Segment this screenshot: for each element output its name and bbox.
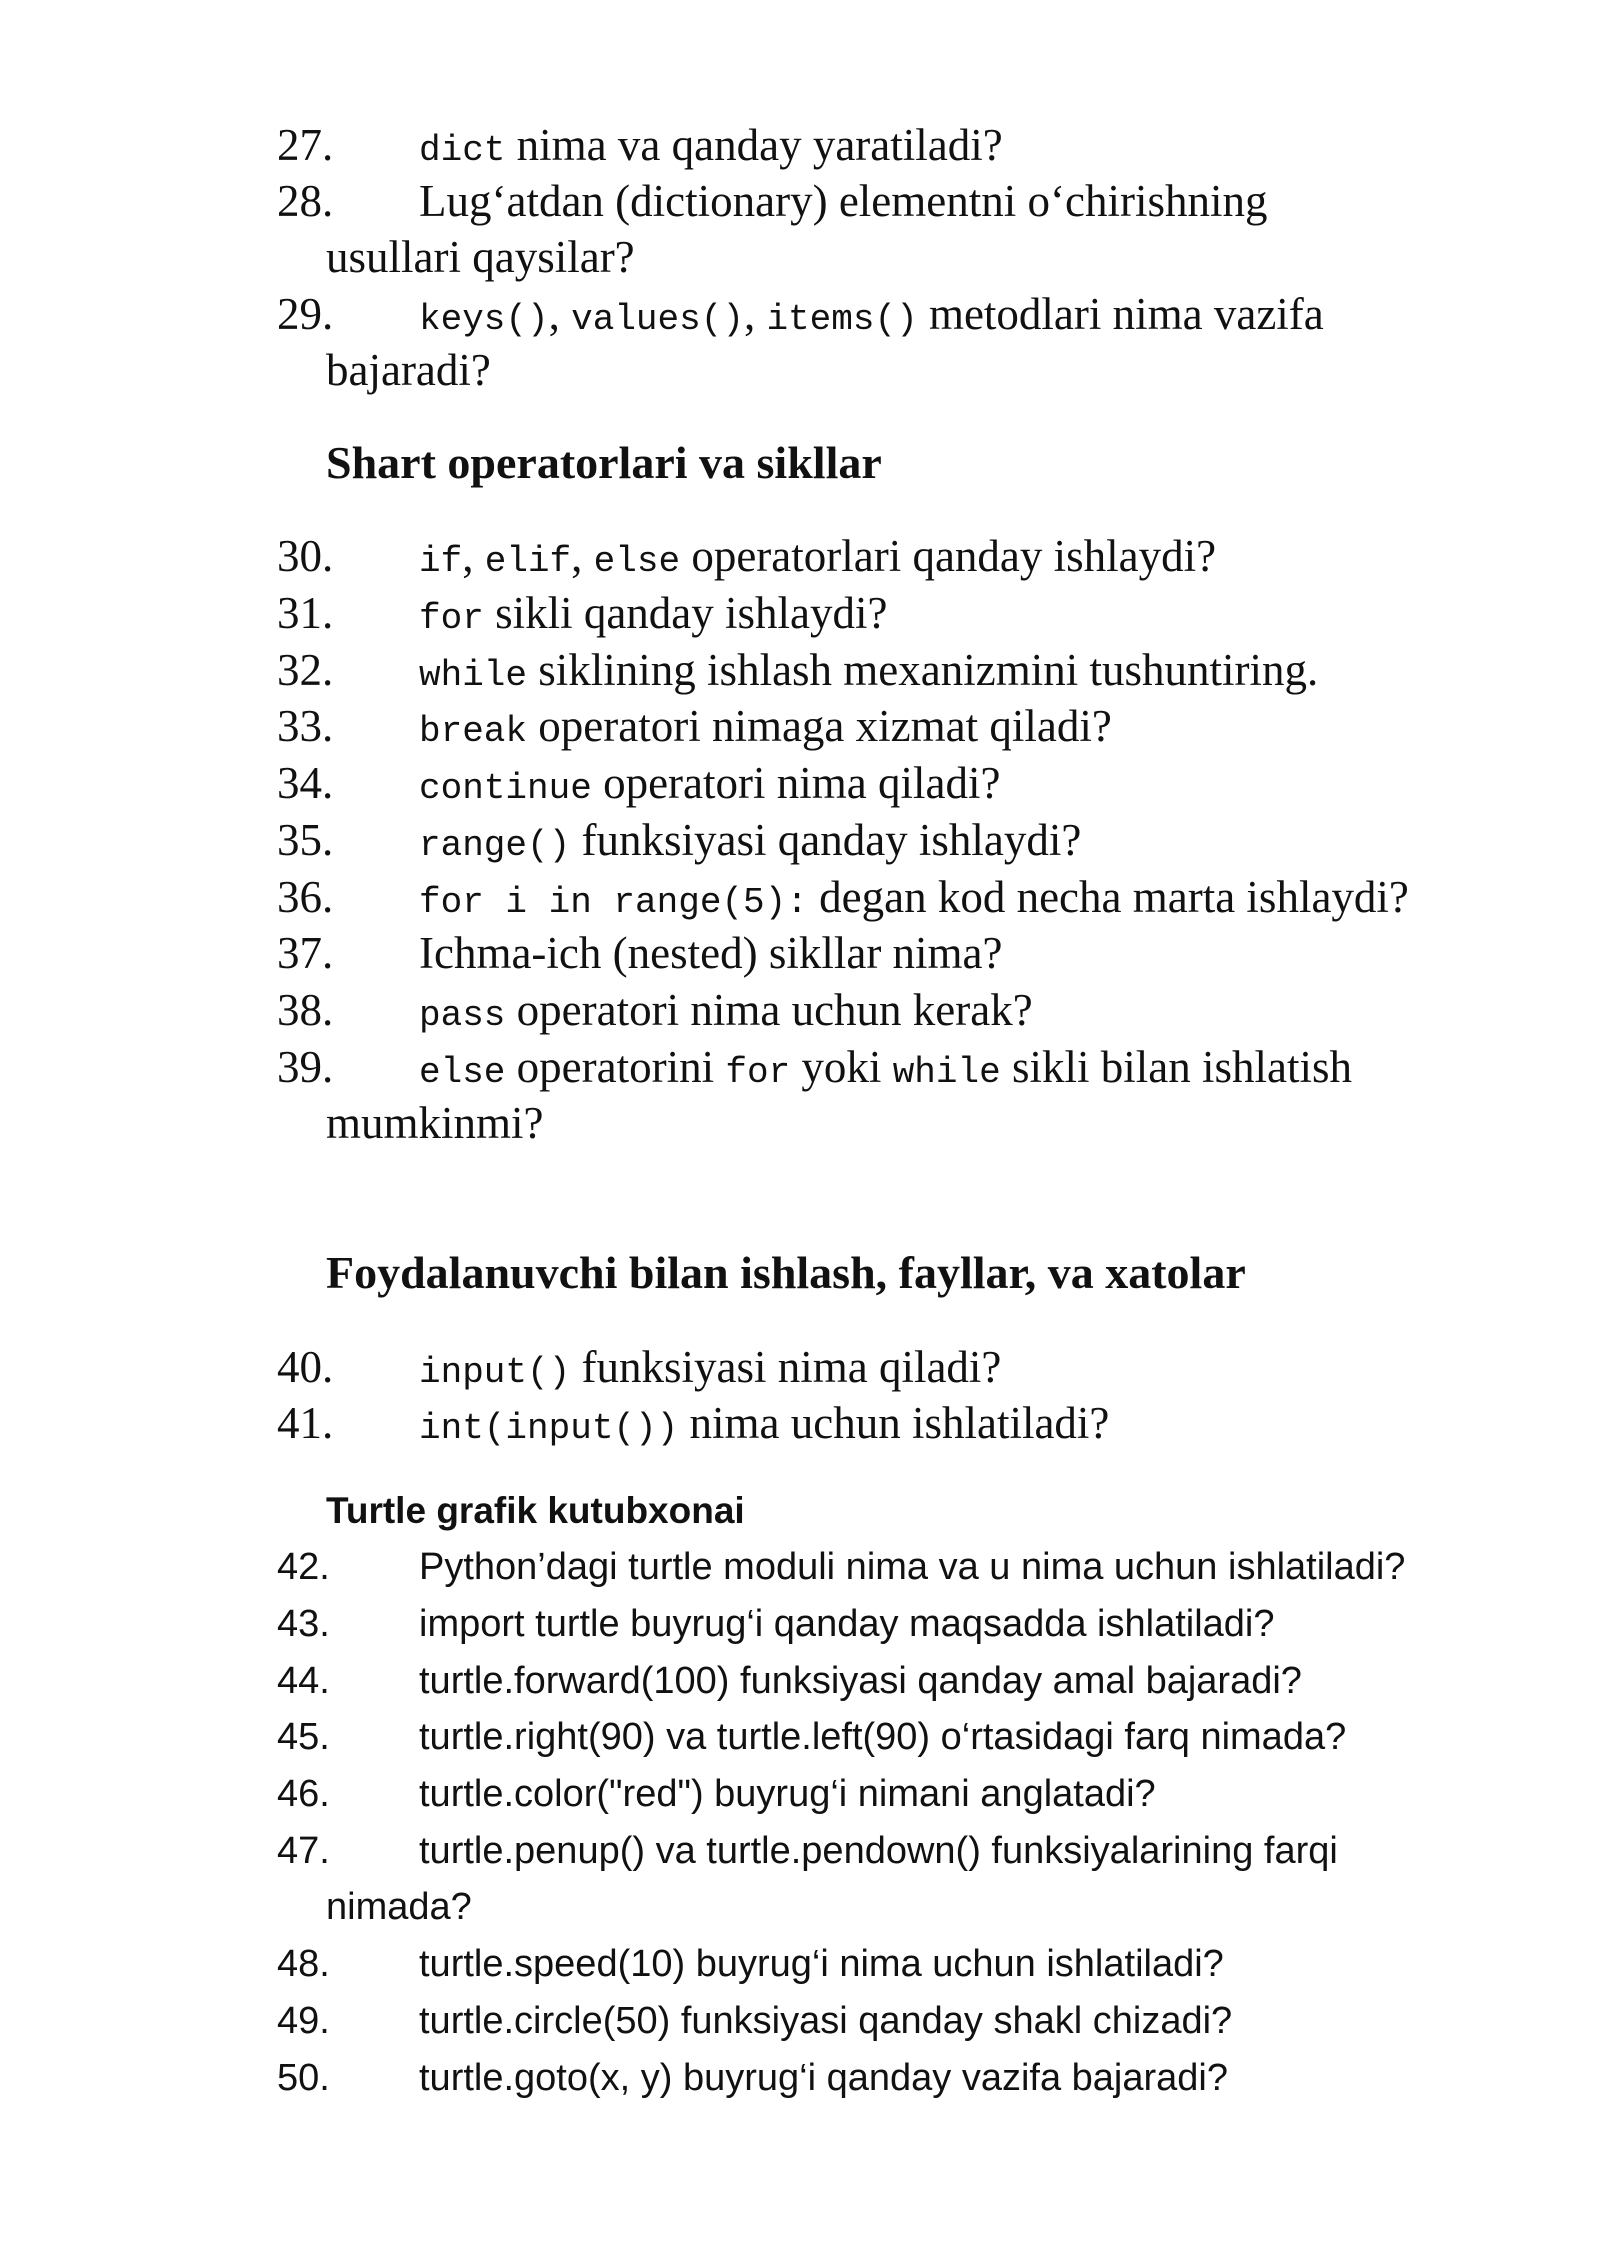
question-text: while siklining ishlash mexanizmini tushuntiring. [419,645,1319,696]
question-number: 31. [277,588,334,638]
question-text: input() funksiyasi nima qiladi? [419,1342,1002,1393]
question-text: turtle.penup() va turtle.pendown() funksiyalarining farqi [419,1830,1338,1872]
code-span: input() [419,1352,571,1393]
question-text: turtle.goto(x, y) buyrug‘i qanday vazifa bajaradi? [419,2057,1229,2099]
question-text: turtle.color("red") buyrug‘i nimani anglatadi? [419,1773,1156,1815]
question-text: Lug‘atdan (dictionary) elementni o‘chirishning [419,176,1268,226]
code-span: dict [419,130,506,171]
question-number: 27. [277,120,334,170]
question-number: 43. [277,1603,330,1645]
question-text: keys(), values(), items() metodlari nima vazifa [419,289,1324,340]
question-continuation: usullari qaysilar? [326,232,635,282]
code-span: values() [571,299,744,340]
question-text: break operatori nimaga xizmat qiladi? [419,701,1112,752]
question-text: dict nima va qanday yaratiladi? [419,120,1003,171]
code-span: pass [419,995,506,1036]
code-span: while [419,655,528,696]
question-number: 37. [277,928,334,978]
question-number: 47. [277,1830,330,1872]
code-span: items() [766,299,918,340]
question-number: 42. [277,1546,330,1588]
question-number: 40. [277,1342,334,1392]
question-number: 29. [277,289,334,339]
code-span: range() [419,825,571,866]
code-span: for [419,598,484,639]
question-number: 28. [277,176,334,226]
question-number: 41. [277,1398,334,1448]
question-text: turtle.forward(100) funksiyasi qanday amal bajaradi? [419,1660,1302,1702]
question-number: 45. [277,1716,330,1758]
code-span: if [419,541,463,582]
question-continuation: mumkinmi? [326,1098,544,1148]
section-heading-user: Foydalanuvchi bilan ishlash, fayllar, va xatolar [326,1247,1246,1298]
question-continuation: bajaradi? [326,345,491,395]
question-text: for i in range(5): degan kod necha marta ishlaydi? [419,872,1409,923]
question-number: 35. [277,815,334,865]
question-text: turtle.speed(10) buyrug‘i nima uchun ishlatiladi? [419,1943,1224,1985]
code-span: else [419,1052,506,1093]
code-span: for i in range(5): [419,882,808,923]
question-number: 49. [277,2000,330,2042]
question-text: Ichma-ich (nested) sikllar nima? [419,928,1003,978]
code-span: elif [484,541,572,582]
question-text: for sikli qanday ishlaydi? [419,588,888,639]
question-text: turtle.circle(50) funksiyasi qanday shakl chizadi? [419,2000,1233,2042]
question-number: 48. [277,1943,330,1985]
question-text: int(input()) nima uchun ishlatiladi? [419,1398,1110,1449]
question-number: 46. [277,1773,330,1815]
code-span: keys() [419,299,549,340]
question-number: 34. [277,758,334,808]
code-span: for [725,1052,791,1093]
code-span: while [892,1052,1001,1093]
question-number: 39. [277,1042,334,1092]
question-text: range() funksiyasi qanday ishlaydi? [419,815,1082,866]
question-number: 33. [277,701,334,751]
question-text: pass operatori nima uchun kerak? [419,985,1033,1036]
question-text: else operatorini for yoki while sikli bilan ishlatish [419,1042,1352,1093]
section-heading-turtle: Turtle grafik kutubxonai [326,1490,745,1531]
question-text: continue operatori nima qiladi? [419,758,1001,809]
question-number: 30. [277,531,334,581]
question-text: turtle.right(90) va turtle.left(90) o‘rtasidagi farq nimada? [419,1716,1347,1758]
code-span: continue [419,768,592,809]
question-text: if, elif, else operatorlari qanday ishlaydi? [419,531,1217,582]
code-span: else [593,541,681,582]
section-heading-conditions: Shart operatorlari va sikllar [326,437,882,488]
code-span: break [419,711,528,752]
question-number: 38. [277,985,334,1035]
question-text: import turtle buyrug‘i qanday maqsadda ishlatiladi? [419,1603,1275,1645]
question-number: 32. [277,645,334,695]
question-text: Python’dagi turtle moduli nima va u nima uchun ishlatiladi? [419,1546,1406,1588]
question-number: 50. [277,2057,330,2099]
question-continuation: nimada? [326,1886,472,1928]
code-span: int(input()) [419,1408,679,1449]
question-number: 44. [277,1660,330,1702]
question-number: 36. [277,872,334,922]
